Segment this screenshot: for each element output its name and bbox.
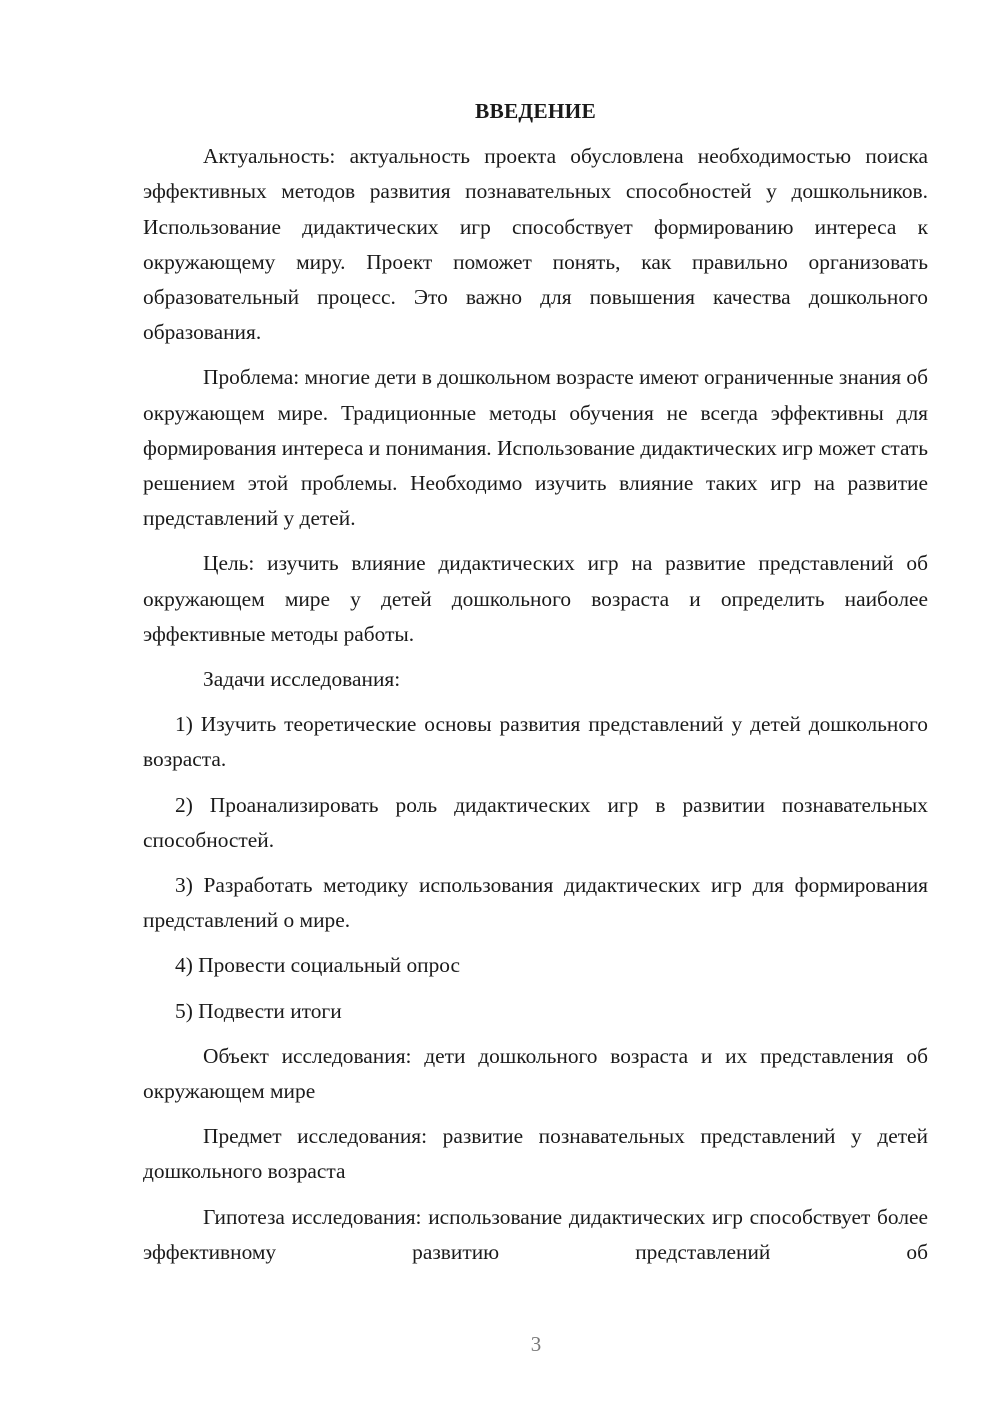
subject-paragraph: Предмет исследования: развитие познавательных представлений у детей дошкольного возраста <box>143 1124 928 1184</box>
hypothesis-paragraph: Гипотеза исследования: использование дидактических игр способствует более эффективному развитию представлений об <box>143 1204 928 1264</box>
task-item-3: 3) Разработать методику использования дидактических игр для формирования представлений о мире. <box>143 873 928 933</box>
tasks-heading: Задачи исследования: <box>203 667 401 692</box>
problem-paragraph: Проблема: многие дети в дошкольном возрасте имеют ограниченные знания об окружающем мире. Традиционные методы обучения не всегда эффективны для формирования интереса и понимания. Использование дидактических игр может стать решением этой проблемы. Необходимо изучить влияние таких игр на развитие представлений у детей. <box>143 365 928 531</box>
relevance-paragraph: Актуальность: актуальность проекта обусловлена необходимостью поиска эффективных методов развития познавательных способностей у дошкольников. Использование дидактических игр способствует формированию интереса к окружающему миру. Проект поможет понять, как правильно организовать образовательный процесс. Это важно для повышения качества дошкольного образования. <box>143 144 928 345</box>
task-item-2: 2) Проанализировать роль дидактических игр в развитии познавательных способностей. <box>143 792 928 852</box>
task-item-1: 1) Изучить теоретические основы развития представлений у детей дошкольного возраста. <box>143 712 928 772</box>
object-paragraph: Объект исследования: дети дошкольного возраста и их представления об окружающем мире <box>143 1043 928 1104</box>
task-item-4: 4) Провести социальный опрос <box>175 953 461 978</box>
page-content <box>143 94 928 1280</box>
task-item-5: 5) Подвести итоги <box>175 998 342 1023</box>
goal-paragraph: Цель: изучить влияние дидактических игр на развитие представлений об окружающем мире у детей дошкольного возраста и определить наиболее эффективные методы работы. <box>143 551 928 646</box>
section-heading: ВВЕДЕНИЕ <box>475 99 596 123</box>
page-number: 3 <box>530 1332 542 1356</box>
